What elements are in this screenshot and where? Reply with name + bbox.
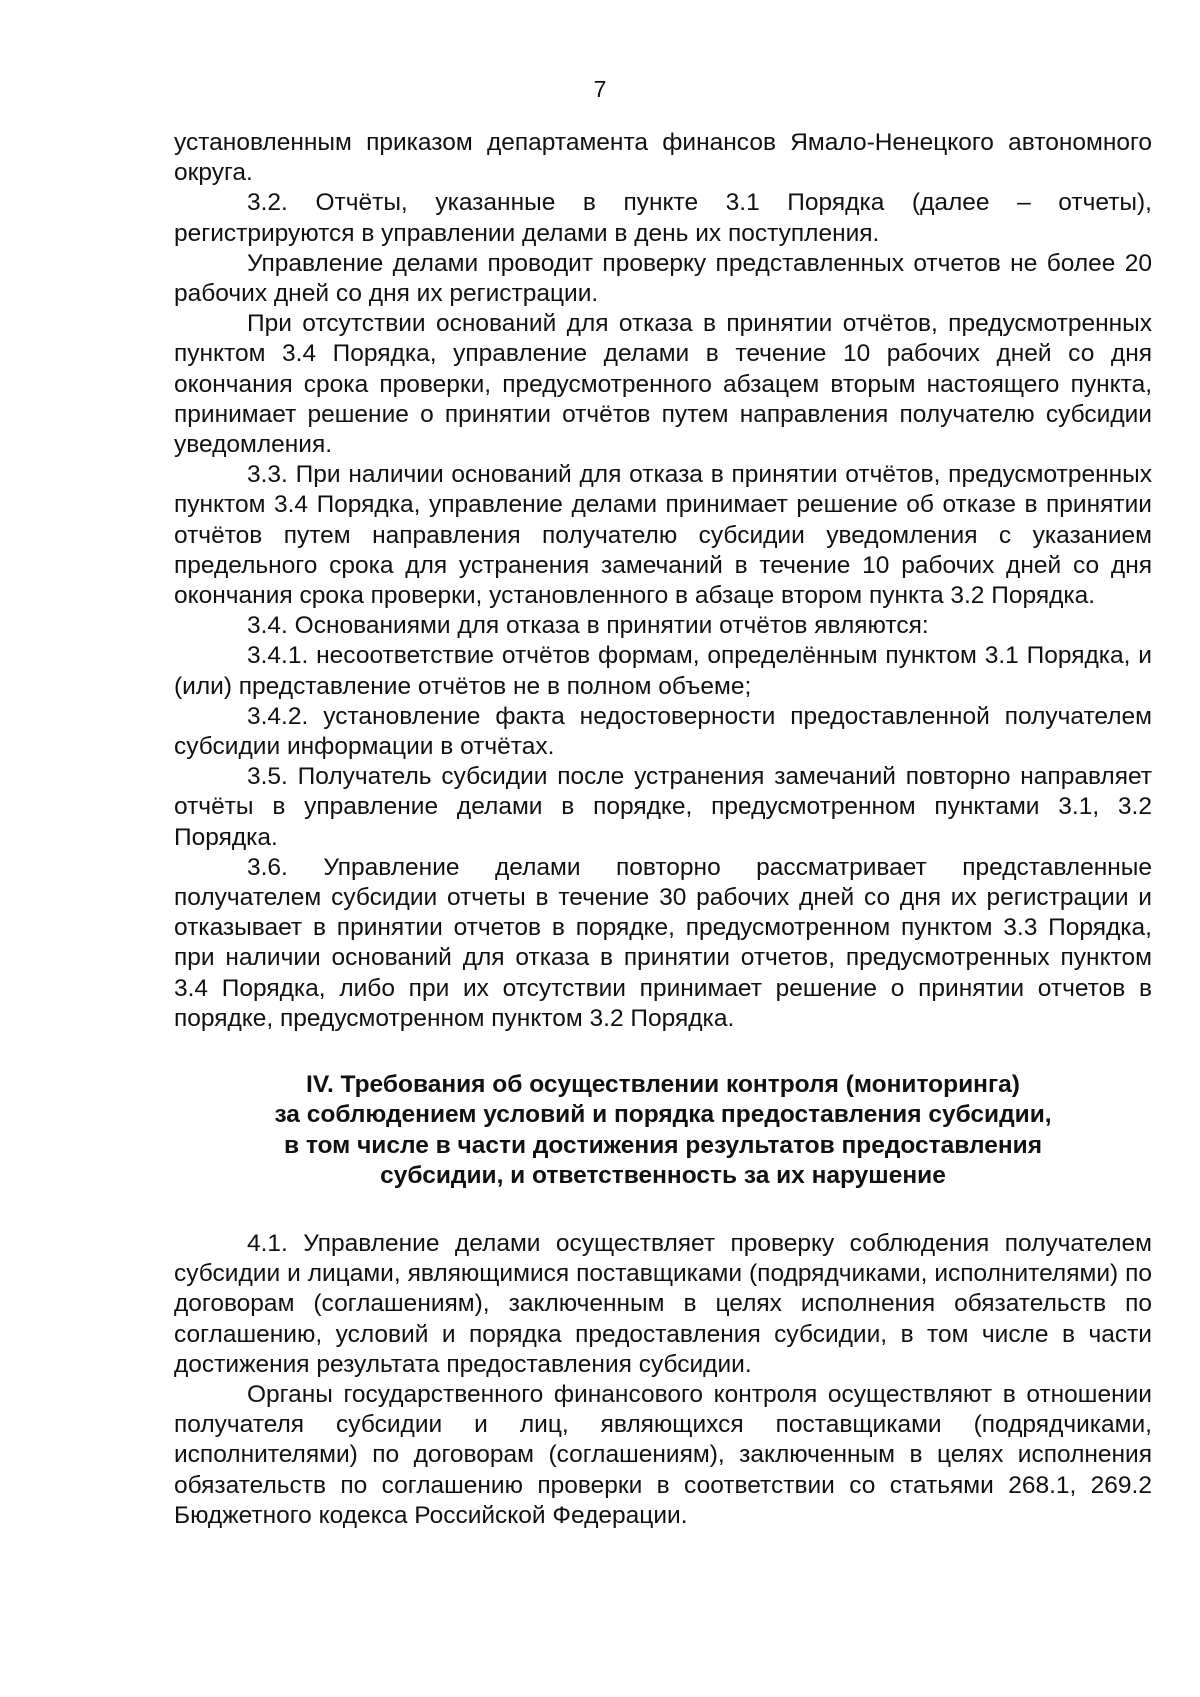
- paragraph-3-6: 3.6. Управление делами повторно рассматривает представленные получателем субсидии отчеты в течение 30 рабочих дней со дня их регистрации и отказывает в принятии отчетов в порядке, предусмотренном пунктом 3.3 Порядка, при наличии оснований для отказа в принятии отчетов, предусмотренных пунктом 3.4 Порядка, либо при их отсутствии принимает решение о принятии отчетов в порядке, предусмотренном пунктом 3.2 Порядка.: [174, 853, 1152, 1032]
- paragraph-3-3: 3.3. При наличии оснований для отказа в принятии отчётов, предусмотренных пунктом 3.4 Порядка, управление делами принимает решение об отказе в принятии отчётов путем направления получателю субсидии уведомления с указанием предельного срока для устранения замечаний в течение 10 рабочих дней со дня окончания срока проверки, установленного в абзаце втором пункта 3.2 Порядка.: [174, 461, 1152, 610]
- paragraph-3-4: 3.4. Основаниями для отказа в принятии отчётов являются:: [247, 612, 929, 640]
- paragraph-4-1-control-bodies: Органы государственного финансового контроля осуществляют в отношении получателя субсидии и лиц, являющихся поставщиками (подрядчиками, исполнителями) по договорам (соглашениям), заключенным в целях исполнения обязательств по соглашению проверки в соответствии со статьями 268.1, 269.2 Бюджетного кодекса Российской Федерации.: [174, 1380, 1152, 1529]
- paragraph-3-4-2: 3.4.2. установление факта недостоверности предоставленной получателем субсидии информации в отчётах.: [174, 702, 1152, 761]
- section-heading: [174, 1070, 1152, 1191]
- section-heading-line: IV. Требования об осуществлении контроля (мониторинга): [306, 1071, 1020, 1099]
- paragraph-3-4-1: 3.4.1. несоответствие отчётов формам, определённым пунктом 3.1 Порядка, и (или) представление отчётов не в полном объеме;: [174, 642, 1152, 700]
- paragraph-3-2-check: Управление делами проводит проверку представленных отчетов не более 20 рабочих дней со дня их регистрации.: [174, 249, 1152, 308]
- paragraph-3-2: 3.2. Отчёты, указанные в пункте 3.1 Порядка (далее – отчеты), регистрируются в управлении делами в день их поступления.: [174, 189, 1152, 247]
- section-heading-line: субсидии, и ответственность за их нарушение: [380, 1161, 946, 1189]
- section-heading-line: за соблюдением условий и порядка предоставления субсидии,: [274, 1101, 1052, 1129]
- section-heading-line: в том числе в части достижения результатов предоставления: [283, 1131, 1043, 1159]
- page-number: 7: [593, 76, 607, 102]
- paragraph-3-5: 3.5. Получатель субсидии после устранения замечаний повторно направляет отчёты в управление делами в порядке, предусмотренном пунктами 3.1, 3.2 Порядка.: [174, 763, 1152, 851]
- document-body: [174, 128, 1152, 1531]
- paragraph-3-2-acceptance: При отсутствии оснований для отказа в принятии отчётов, предусмотренных пунктом 3.4 Порядка, управление делами в течение 10 рабочих дней со дня окончания срока проверки, предусмотренного абзацем вторым настоящего пункта, принимает решение о принятии отчётов путем направления получателю субсидии уведомления.: [174, 310, 1152, 459]
- paragraph-4-1: 4.1. Управление делами осуществляет проверку соблюдения получателем субсидии и лицами, являющимися поставщиками (подрядчиками, исполнителями) по договорам (соглашениям), заключенным в целях исполнения обязательств по соглашению, условий и порядка предоставления субсидии, в том числе в части достижения результата предоставления субсидии.: [174, 1229, 1152, 1378]
- paragraph-continuation: установленным приказом департамента финансов Ямало-Ненецкого автономного округа.: [174, 129, 1152, 187]
